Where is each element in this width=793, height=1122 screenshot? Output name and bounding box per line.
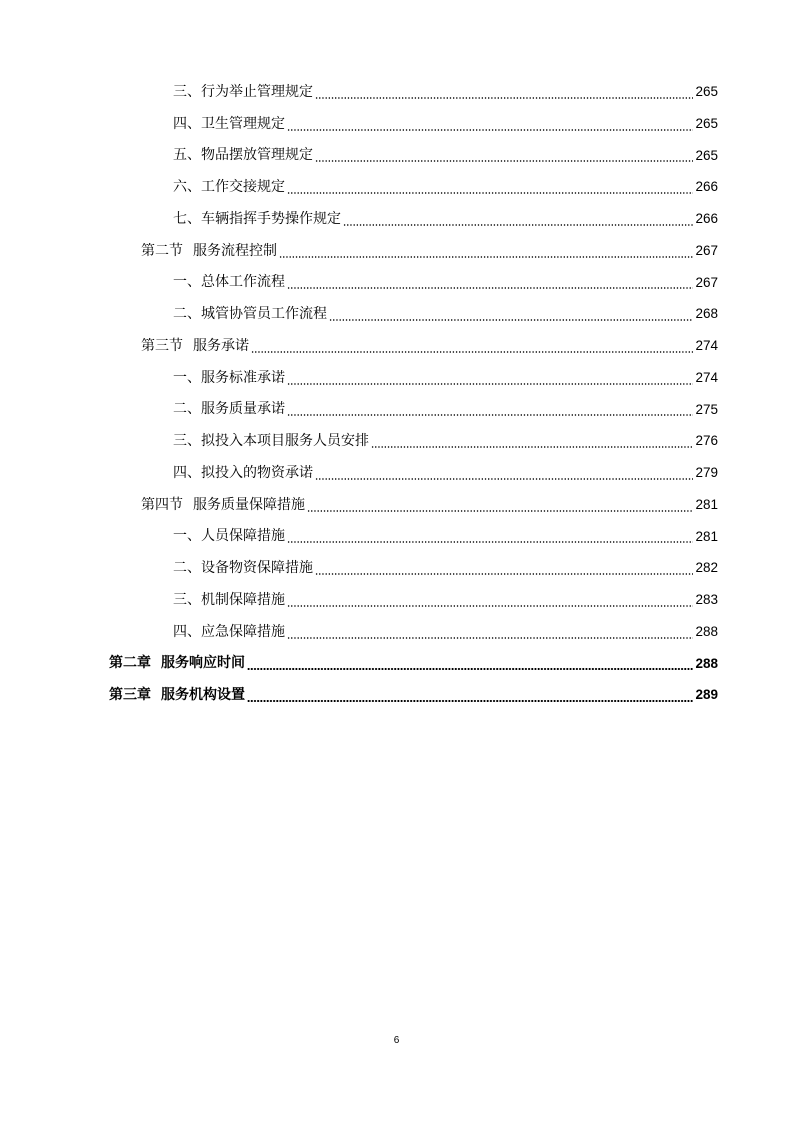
toc-entry-item[interactable] xyxy=(0,552,793,584)
dot-leader xyxy=(307,510,693,512)
dot-leader xyxy=(315,478,693,480)
dot-leader xyxy=(247,668,693,670)
toc-entry-page: 288 xyxy=(695,623,718,639)
dot-leader xyxy=(315,160,693,162)
table-of-contents xyxy=(0,76,793,711)
toc-entry-page: 268 xyxy=(695,306,718,322)
dot-leader xyxy=(287,383,693,385)
toc-entry-item[interactable] xyxy=(0,394,793,426)
toc-entry-section[interactable] xyxy=(0,235,793,267)
toc-entry-page: 265 xyxy=(695,115,718,131)
toc-entry-title: 第三节 服务承诺 xyxy=(141,337,249,354)
toc-entry-title: 二、服务质量承诺 xyxy=(173,401,285,418)
dot-leader xyxy=(287,541,693,543)
dot-leader xyxy=(343,224,693,226)
toc-entry-title: 四、卫生管理规定 xyxy=(173,115,285,132)
toc-entry-page: 288 xyxy=(695,655,718,671)
toc-entry-item[interactable] xyxy=(0,171,793,203)
toc-entry-title: 一、人员保障措施 xyxy=(173,528,285,545)
toc-entry-section[interactable] xyxy=(0,489,793,521)
toc-entry-title: 第四节 服务质量保障措施 xyxy=(141,496,305,513)
toc-entry-item[interactable] xyxy=(0,140,793,172)
toc-entry-page: 275 xyxy=(695,401,718,417)
toc-entry-title: 二、城管协管员工作流程 xyxy=(173,306,327,323)
toc-entry-item[interactable] xyxy=(0,76,793,108)
toc-entry-title: 第三章 服务机构设置 xyxy=(109,687,245,704)
toc-entry-page: 283 xyxy=(695,592,718,608)
toc-entry-page: 281 xyxy=(695,528,718,544)
dot-leader xyxy=(287,192,693,194)
toc-entry-title: 七、车辆指挥手势操作规定 xyxy=(173,210,341,227)
toc-entry-item[interactable] xyxy=(0,616,793,648)
dot-leader xyxy=(279,256,693,258)
dot-leader xyxy=(315,573,693,575)
toc-entry-page: 267 xyxy=(695,274,718,290)
toc-entry-page: 276 xyxy=(695,433,718,449)
toc-entry-page: 289 xyxy=(695,687,718,703)
toc-entry-title: 五、物品摆放管理规定 xyxy=(173,147,313,164)
toc-entry-title: 四、拟投入的物资承诺 xyxy=(173,464,313,481)
toc-entry-page: 266 xyxy=(695,179,718,195)
toc-entry-item[interactable] xyxy=(0,457,793,489)
toc-entry-item[interactable] xyxy=(0,584,793,616)
toc-entry-page: 282 xyxy=(695,560,718,576)
toc-entry-page: 274 xyxy=(695,338,718,354)
toc-entry-page: 279 xyxy=(695,465,718,481)
toc-entry-section[interactable] xyxy=(0,330,793,362)
toc-entry-title: 一、总体工作流程 xyxy=(173,274,285,291)
toc-entry-page: 265 xyxy=(695,84,718,100)
toc-entry-page: 267 xyxy=(695,242,718,258)
toc-entry-title: 二、设备物资保障措施 xyxy=(173,560,313,577)
toc-entry-chapter[interactable] xyxy=(0,679,793,711)
dot-leader xyxy=(287,414,693,416)
toc-entry-title: 三、拟投入本项目服务人员安排 xyxy=(173,433,369,450)
dot-leader xyxy=(315,97,693,99)
toc-entry-title: 第二章 服务响应时间 xyxy=(109,655,245,672)
toc-entry-page: 266 xyxy=(695,211,718,227)
toc-entry-page: 265 xyxy=(695,147,718,163)
toc-entry-item[interactable] xyxy=(0,362,793,394)
toc-entry-chapter[interactable] xyxy=(0,648,793,680)
dot-leader xyxy=(251,351,693,353)
dot-leader xyxy=(287,637,693,639)
toc-entry-item[interactable] xyxy=(0,203,793,235)
toc-entry-title: 六、工作交接规定 xyxy=(173,179,285,196)
dot-leader xyxy=(247,700,693,702)
toc-entry-item[interactable] xyxy=(0,108,793,140)
dot-leader xyxy=(371,446,693,448)
toc-entry-item[interactable] xyxy=(0,425,793,457)
dot-leader xyxy=(287,605,693,607)
toc-entry-page: 281 xyxy=(695,496,718,512)
toc-entry-item[interactable] xyxy=(0,267,793,299)
toc-entry-title: 一、服务标准承诺 xyxy=(173,369,285,386)
toc-entry-item[interactable] xyxy=(0,521,793,553)
toc-entry-item[interactable] xyxy=(0,298,793,330)
toc-entry-title: 四、应急保障措施 xyxy=(173,623,285,640)
toc-entry-title: 三、行为举止管理规定 xyxy=(173,83,313,100)
dot-leader xyxy=(287,287,693,289)
toc-entry-page: 274 xyxy=(695,369,718,385)
dot-leader xyxy=(329,319,693,321)
toc-entry-title: 三、机制保障措施 xyxy=(173,591,285,608)
dot-leader xyxy=(287,129,693,131)
toc-entry-title: 第二节 服务流程控制 xyxy=(141,242,277,259)
page-number: 6 xyxy=(393,1035,400,1046)
